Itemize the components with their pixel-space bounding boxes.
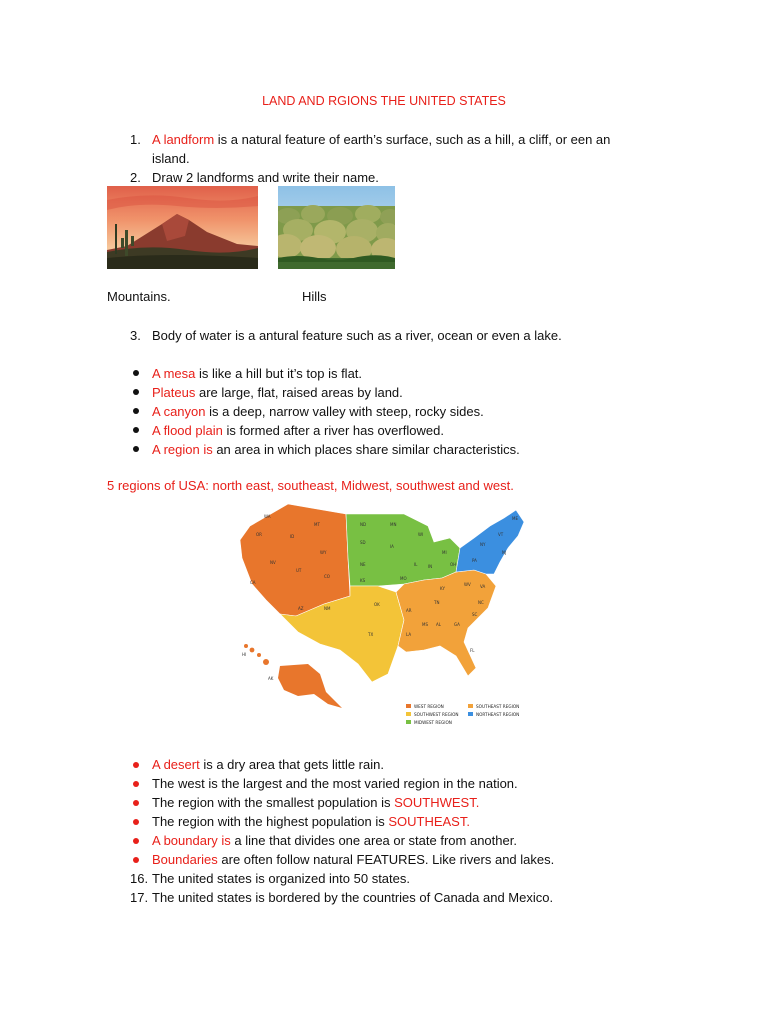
- svg-text:KS: KS: [360, 578, 366, 583]
- legend-swatch-northeast: [468, 712, 473, 716]
- svg-text:GA: GA: [454, 622, 460, 627]
- legend-midwest: MIDWEST REGION: [414, 720, 452, 725]
- svg-text:TN: TN: [434, 600, 440, 605]
- list-number: 3.: [130, 328, 141, 343]
- svg-text:NV: NV: [270, 560, 276, 565]
- term: A mesa: [152, 366, 196, 381]
- term: A boundary is: [152, 833, 231, 848]
- list-item: [152, 440, 520, 459]
- mountain-photo: [107, 186, 258, 269]
- list-item: [152, 793, 479, 812]
- svg-text:TX: TX: [368, 632, 374, 637]
- answer: SOUTHEAST.: [388, 814, 470, 829]
- hills-caption: Hills: [302, 289, 327, 304]
- definition: is a dry area that gets little rain.: [199, 757, 384, 772]
- body-of-water-definition: Body of water is a antural feature such as a river, ocean or even a lake.: [152, 328, 562, 343]
- definition: is like a hill but it’s top is flat.: [195, 366, 363, 381]
- svg-text:AZ: AZ: [298, 606, 304, 611]
- definition: a line that divides one area or state from another.: [230, 833, 517, 848]
- svg-text:SC: SC: [472, 612, 478, 617]
- states-count-fact: The united states is organized into 50 states.: [152, 871, 410, 886]
- svg-text:ID: ID: [290, 534, 295, 539]
- legend-swatch-midwest: [406, 720, 411, 724]
- bullet-dot: [133, 838, 139, 844]
- list-item: [152, 383, 403, 402]
- svg-text:OR: OR: [256, 532, 262, 537]
- list-item: [152, 402, 484, 421]
- landform-definition-cont: island.: [152, 151, 190, 166]
- legend-swatch-southwest: [406, 712, 411, 716]
- list-item: [152, 364, 362, 383]
- svg-text:LA: LA: [406, 632, 412, 637]
- term: A flood plain: [152, 423, 223, 438]
- svg-text:WI: WI: [418, 532, 424, 537]
- list-item: [152, 831, 517, 850]
- mountains-caption: Mountains.: [107, 289, 171, 304]
- alaska: [278, 664, 342, 708]
- svg-text:MS: MS: [422, 622, 428, 627]
- svg-text:HI: HI: [242, 652, 247, 657]
- term: A desert: [152, 757, 200, 772]
- legend-northeast: NORTHEAST REGION: [476, 712, 520, 717]
- svg-text:IL: IL: [414, 562, 418, 567]
- svg-text:MT: MT: [314, 522, 320, 527]
- svg-text:MO: MO: [400, 576, 407, 581]
- landform-definition: [152, 130, 610, 149]
- page-title: LAND AND RGIONS THE UNITED STATES: [262, 94, 506, 108]
- svg-text:CO: CO: [324, 574, 330, 579]
- term: A region is: [152, 442, 213, 457]
- answer: SOUTHWEST.: [394, 795, 480, 810]
- svg-text:AK: AK: [268, 676, 274, 681]
- borders-fact: The united states is bordered by the countries of Canada and Mexico.: [152, 890, 554, 905]
- legend-swatch-southeast: [468, 704, 473, 708]
- bullet-dot: [133, 819, 139, 825]
- map-legend: [406, 704, 519, 725]
- list-number: 1.: [130, 132, 141, 147]
- svg-text:MN: MN: [390, 522, 397, 527]
- bullet-dot: [133, 370, 139, 376]
- bullet-dot: [133, 408, 139, 414]
- svg-text:OK: OK: [374, 602, 380, 607]
- regions-heading: 5 regions of USA: north east, southeast, Midwest, southwest and west.: [107, 478, 514, 493]
- bullet-dot: [133, 446, 139, 452]
- svg-text:UT: UT: [296, 568, 302, 573]
- svg-text:FL: FL: [470, 648, 475, 653]
- svg-text:NJ: NJ: [502, 550, 507, 555]
- definition: is formed after a river has overflowed.: [222, 423, 444, 438]
- list-item: [152, 421, 444, 440]
- svg-text:CA: CA: [250, 580, 256, 585]
- svg-text:SD: SD: [360, 540, 366, 545]
- bullet-dot: [133, 857, 139, 863]
- legend-west: WEST REGION: [414, 704, 444, 709]
- svg-text:PA: PA: [472, 558, 477, 563]
- term: Plateus: [152, 385, 196, 400]
- definition: are large, flat, raised areas by land.: [195, 385, 403, 400]
- svg-text:WY: WY: [320, 550, 327, 555]
- list-item: [152, 755, 384, 774]
- svg-text:AL: AL: [436, 622, 441, 627]
- svg-text:NC: NC: [478, 600, 484, 605]
- definition: The region with the highest population is: [152, 814, 389, 829]
- bullet-dot: [133, 800, 139, 806]
- svg-text:WV: WV: [464, 582, 471, 587]
- definition: are often follow natural FEATURES. Like rivers and lakes.: [217, 852, 555, 867]
- bullet-dot: [133, 427, 139, 433]
- west-region: [240, 504, 350, 616]
- list-item: [152, 774, 518, 793]
- svg-text:KY: KY: [440, 586, 445, 591]
- bullet-dot: [133, 762, 139, 768]
- svg-text:ME: ME: [512, 516, 518, 521]
- us-regions-map: [228, 496, 539, 734]
- list-item: [152, 812, 470, 831]
- svg-text:OH: OH: [450, 562, 457, 567]
- hills-photo: [278, 186, 395, 269]
- definition: an area in which places share similar characteristics.: [212, 442, 520, 457]
- draw-instruction: Draw 2 landforms and write their name.: [152, 170, 379, 185]
- svg-text:MI: MI: [442, 550, 447, 555]
- list-number: 16.: [130, 871, 149, 886]
- svg-text:NY: NY: [480, 542, 486, 547]
- bullet-dot: [133, 781, 139, 787]
- definition: The region with the smallest population is: [152, 795, 395, 810]
- svg-text:IA: IA: [390, 544, 394, 549]
- svg-text:AR: AR: [406, 608, 412, 613]
- svg-text:WA: WA: [264, 514, 271, 519]
- list-number: 17.: [130, 890, 149, 905]
- svg-text:NM: NM: [324, 606, 331, 611]
- legend-southwest: SOUTHWEST REGION: [414, 712, 459, 717]
- term: A landform: [152, 132, 215, 147]
- svg-text:IN: IN: [428, 564, 433, 569]
- definition: The west is the largest and the most varied region in the nation.: [152, 776, 518, 791]
- svg-text:ND: ND: [360, 522, 367, 527]
- bullet-dot: [133, 389, 139, 395]
- term: Boundaries: [152, 852, 218, 867]
- svg-text:VA: VA: [480, 584, 486, 589]
- term: A canyon: [152, 404, 206, 419]
- definition: is a natural feature of earth’s surface, such as a hill, a cliff, or een an: [214, 132, 611, 147]
- svg-text:NE: NE: [360, 562, 366, 567]
- legend-southeast: SOUTHEAST REGION: [476, 704, 520, 709]
- legend-swatch-west: [406, 704, 411, 708]
- list-item: [152, 850, 554, 869]
- definition: is a deep, narrow valley with steep, rocky sides.: [205, 404, 484, 419]
- list-number: 2.: [130, 170, 141, 185]
- svg-text:VT: VT: [498, 532, 504, 537]
